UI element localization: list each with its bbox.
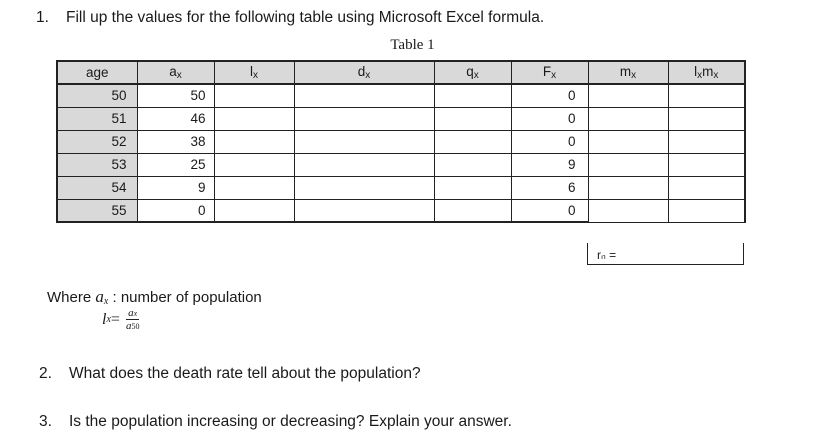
cell-mx[interactable]	[588, 176, 668, 199]
cell-ax: 25	[137, 153, 214, 176]
cell-age: 55	[57, 199, 137, 222]
table-row	[57, 199, 745, 222]
question-2-text: What does the death rate tell about the population?	[69, 365, 421, 382]
cell-fx: 9	[511, 153, 588, 176]
cell-fx: 0	[511, 199, 588, 222]
table-row	[57, 130, 745, 153]
cell-lxmx[interactable]	[668, 199, 745, 222]
header-qx: $q_x$	[434, 61, 511, 84]
header-lxmx: $l_xm_x$	[668, 61, 745, 84]
rn-cell[interactable]	[587, 243, 744, 265]
cell-dx[interactable]	[294, 107, 434, 130]
header-ax: $a_x$	[137, 61, 214, 84]
cell-ax: 9	[137, 176, 214, 199]
life-table	[56, 60, 746, 223]
question-1-text: Fill up the values for the following table using Microsoft Excel formula.	[66, 9, 545, 26]
cell-qx[interactable]	[434, 153, 511, 176]
header-dx: $d_x$	[294, 61, 434, 84]
cell-fx: 0	[511, 107, 588, 130]
cell-dx[interactable]	[294, 199, 434, 222]
cell-age: 50	[57, 84, 137, 107]
cell-lxmx[interactable]	[668, 176, 745, 199]
header-lx: $l_x$	[214, 61, 294, 84]
lx-formula: l x = $\frac{ax}{a50}$	[102, 307, 140, 332]
question-3-text: Is the population increasing or decreasing? Explain your answer.	[69, 413, 512, 430]
question-1-number: 1.	[36, 9, 49, 26]
table-row	[57, 153, 745, 176]
cell-qx[interactable]	[434, 199, 511, 222]
cell-lx[interactable]	[214, 176, 294, 199]
table-row	[57, 84, 745, 107]
cell-fx: 6	[511, 176, 588, 199]
cell-mx[interactable]	[588, 107, 668, 130]
cell-fx: 0	[511, 130, 588, 153]
cell-lxmx[interactable]	[668, 130, 745, 153]
table-header-row	[57, 61, 745, 84]
header-fx: $F_x$	[511, 61, 588, 84]
cell-age: 54	[57, 176, 137, 199]
cell-mx[interactable]	[588, 153, 668, 176]
cell-age: 51	[57, 107, 137, 130]
rn-label: rₙ =	[597, 248, 617, 262]
cell-lx[interactable]	[214, 199, 294, 222]
cell-mx[interactable]	[588, 84, 668, 107]
cell-ax: 46	[137, 107, 214, 130]
question-3	[39, 413, 512, 431]
cell-dx[interactable]	[294, 84, 434, 107]
cell-lx[interactable]	[214, 130, 294, 153]
table-row	[57, 176, 745, 199]
cell-mx[interactable]	[588, 130, 668, 153]
cell-age: 52	[57, 130, 137, 153]
cell-lx[interactable]	[214, 84, 294, 107]
where-definition: Where $a_x$ : number of population	[47, 287, 262, 307]
header-mx: $m_x$	[588, 61, 668, 84]
cell-dx[interactable]	[294, 153, 434, 176]
cell-qx[interactable]	[434, 107, 511, 130]
question-2	[39, 365, 421, 383]
cell-ax: 50	[137, 84, 214, 107]
question-2-number: 2.	[39, 365, 52, 382]
cell-fx: 0	[511, 84, 588, 107]
cell-dx[interactable]	[294, 130, 434, 153]
cell-lx[interactable]	[214, 153, 294, 176]
cell-ax: 38	[137, 130, 214, 153]
question-3-number: 3.	[39, 413, 52, 430]
cell-dx[interactable]	[294, 176, 434, 199]
cell-age: 53	[57, 153, 137, 176]
cell-qx[interactable]	[434, 130, 511, 153]
header-age: age	[57, 61, 137, 84]
question-1	[36, 9, 544, 27]
table-caption: Table 1	[390, 37, 435, 53]
cell-qx[interactable]	[434, 84, 511, 107]
cell-lxmx[interactable]	[668, 153, 745, 176]
cell-lxmx[interactable]	[668, 84, 745, 107]
cell-mx[interactable]	[588, 199, 668, 222]
formula-fraction: $\frac{ax}{a50}$	[125, 307, 140, 332]
cell-ax: 0	[137, 199, 214, 222]
cell-qx[interactable]	[434, 176, 511, 199]
cell-lxmx[interactable]	[668, 107, 745, 130]
table-row	[57, 107, 745, 130]
cell-lx[interactable]	[214, 107, 294, 130]
